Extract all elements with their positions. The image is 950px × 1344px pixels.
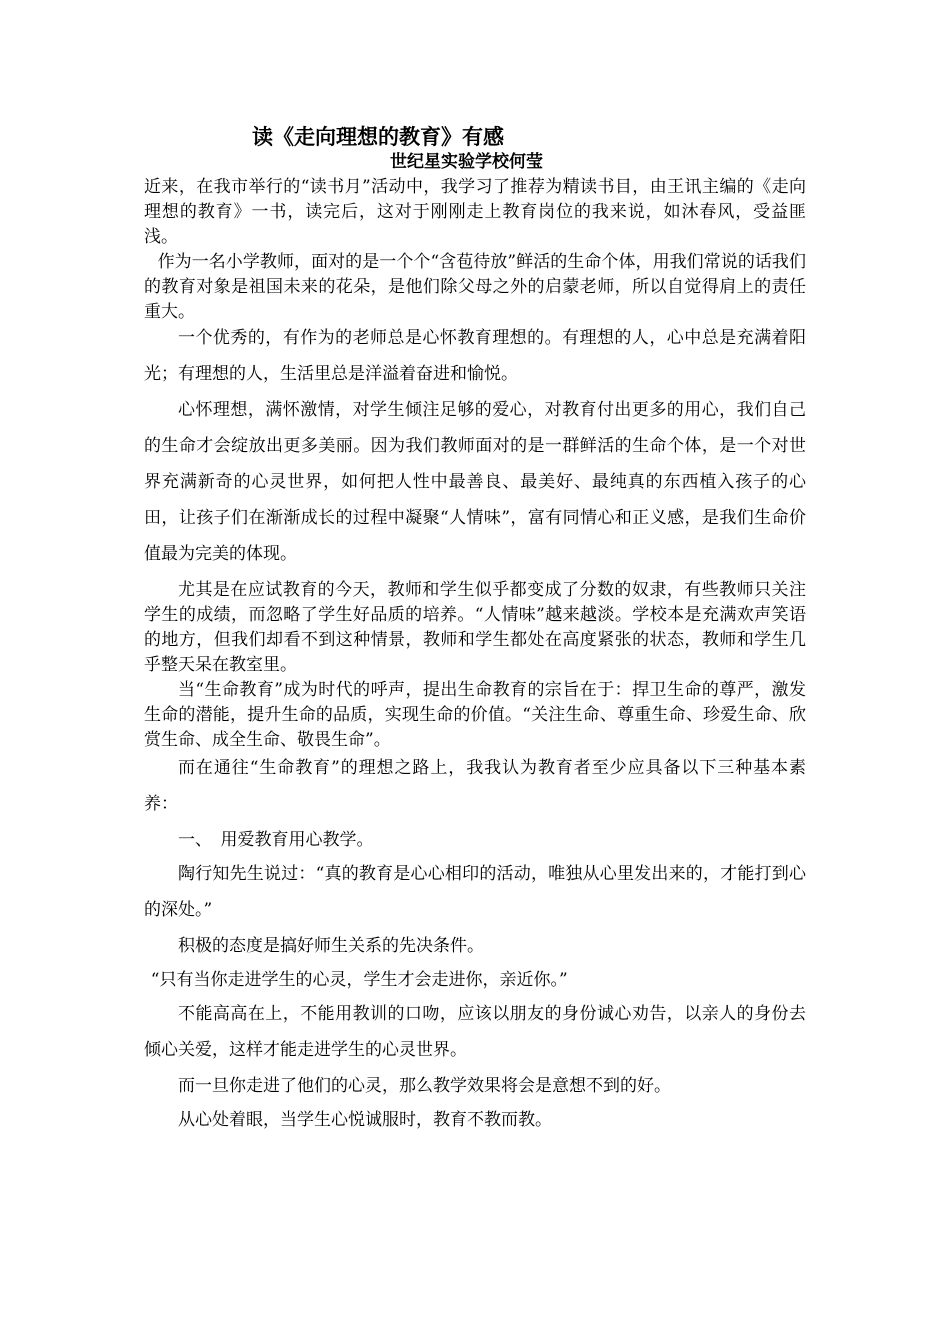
paragraph: 陶行知先生说过：“真的教育是心心相印的活动，唯独从心里发出来的，才能打到心的深处。”: [144, 864, 806, 920]
document-title: 读《走向理想的教育》有感: [252, 125, 504, 149]
document-author: 世纪星实验学校何莹: [390, 152, 543, 172]
paragraph: 积极的态度是搞好师生关系的先决条件。: [178, 936, 484, 956]
paragraph: 而一旦你走进了他们的心灵，那么教学效果将会是意想不到的好。: [178, 1076, 671, 1096]
paragraph: 作为一名小学教师，面对的是一个个“含苞待放”鲜活的生命个体，用我们常说的话我们的教育对象是祖国未来的花朵，是他们除父母之外的启蒙老师，所以自觉得肩上的责任重大。: [144, 252, 806, 322]
paragraph: 不能高高在上，不能用教训的口吻，应该以朋友的身份诚心劝告，以亲人的身份去倾心关爱，这样才能走进学生的心灵世界。: [144, 1004, 806, 1060]
paragraph: 而在通往“生命教育”的理想之路上，我我认为教育者至少应具备以下三种基本素养：: [144, 758, 806, 814]
paragraph: 当“生命教育”成为时代的呼声，提出生命教育的宗旨在于：捍卫生命的尊严，激发生命的潜能，提升生命的品质，实现生命的价值。“关注生命、尊重生命、珍爱生命、欣赏生命、成全生命、敬畏生命”。: [144, 680, 806, 750]
paragraph: 从心处着眼，当学生心悦诚服时，教育不教而教。: [178, 1110, 552, 1130]
paragraph: 心怀理想，满怀激情，对学生倾注足够的爱心，对教育付出更多的用心，我们自己的生命才会绽放出更多美丽。因为我们教师面对的是一群鲜活的生命个体，是一个对世界充满新奇的心灵世界，如何把人性中最善良、最美好、最纯真的东西植入孩子的心田，让孩子们在渐渐成长的过程中凝聚“人情味”，富有同情心和正义感，是我们生命价值最为完美的体现。: [144, 400, 806, 564]
paragraph: 近来，在我市举行的“读书月”活动中，我学习了推荐为精读书目，由王讯主编的《走向理想的教育》一书，读完后，这对于刚刚走上教育岗位的我来说，如沐春风，受益匪浅。: [144, 177, 806, 247]
section-heading: 一、 用爱教育用心教学。: [178, 830, 374, 850]
paragraph: 一个优秀的，有作为的老师总是心怀教育理想的。有理想的人，心中总是充满着阳光；有理想的人，生活里总是洋溢着奋进和愉悦。: [144, 328, 806, 384]
quote: “只有当你走进学生的心灵，学生才会走进你，亲近你。”: [150, 970, 568, 990]
paragraph: 尤其是在应试教育的今天，教师和学生似乎都变成了分数的奴隶，有些教师只关注学生的成绩，而忽略了学生好品质的培养。“人情味”越来越淡。学校本是充满欢声笑语的地方，但我们却看不到这种情景，教师和学生都处在高度紧张的状态，教师和学生几乎整天呆在教室里。: [144, 580, 806, 675]
